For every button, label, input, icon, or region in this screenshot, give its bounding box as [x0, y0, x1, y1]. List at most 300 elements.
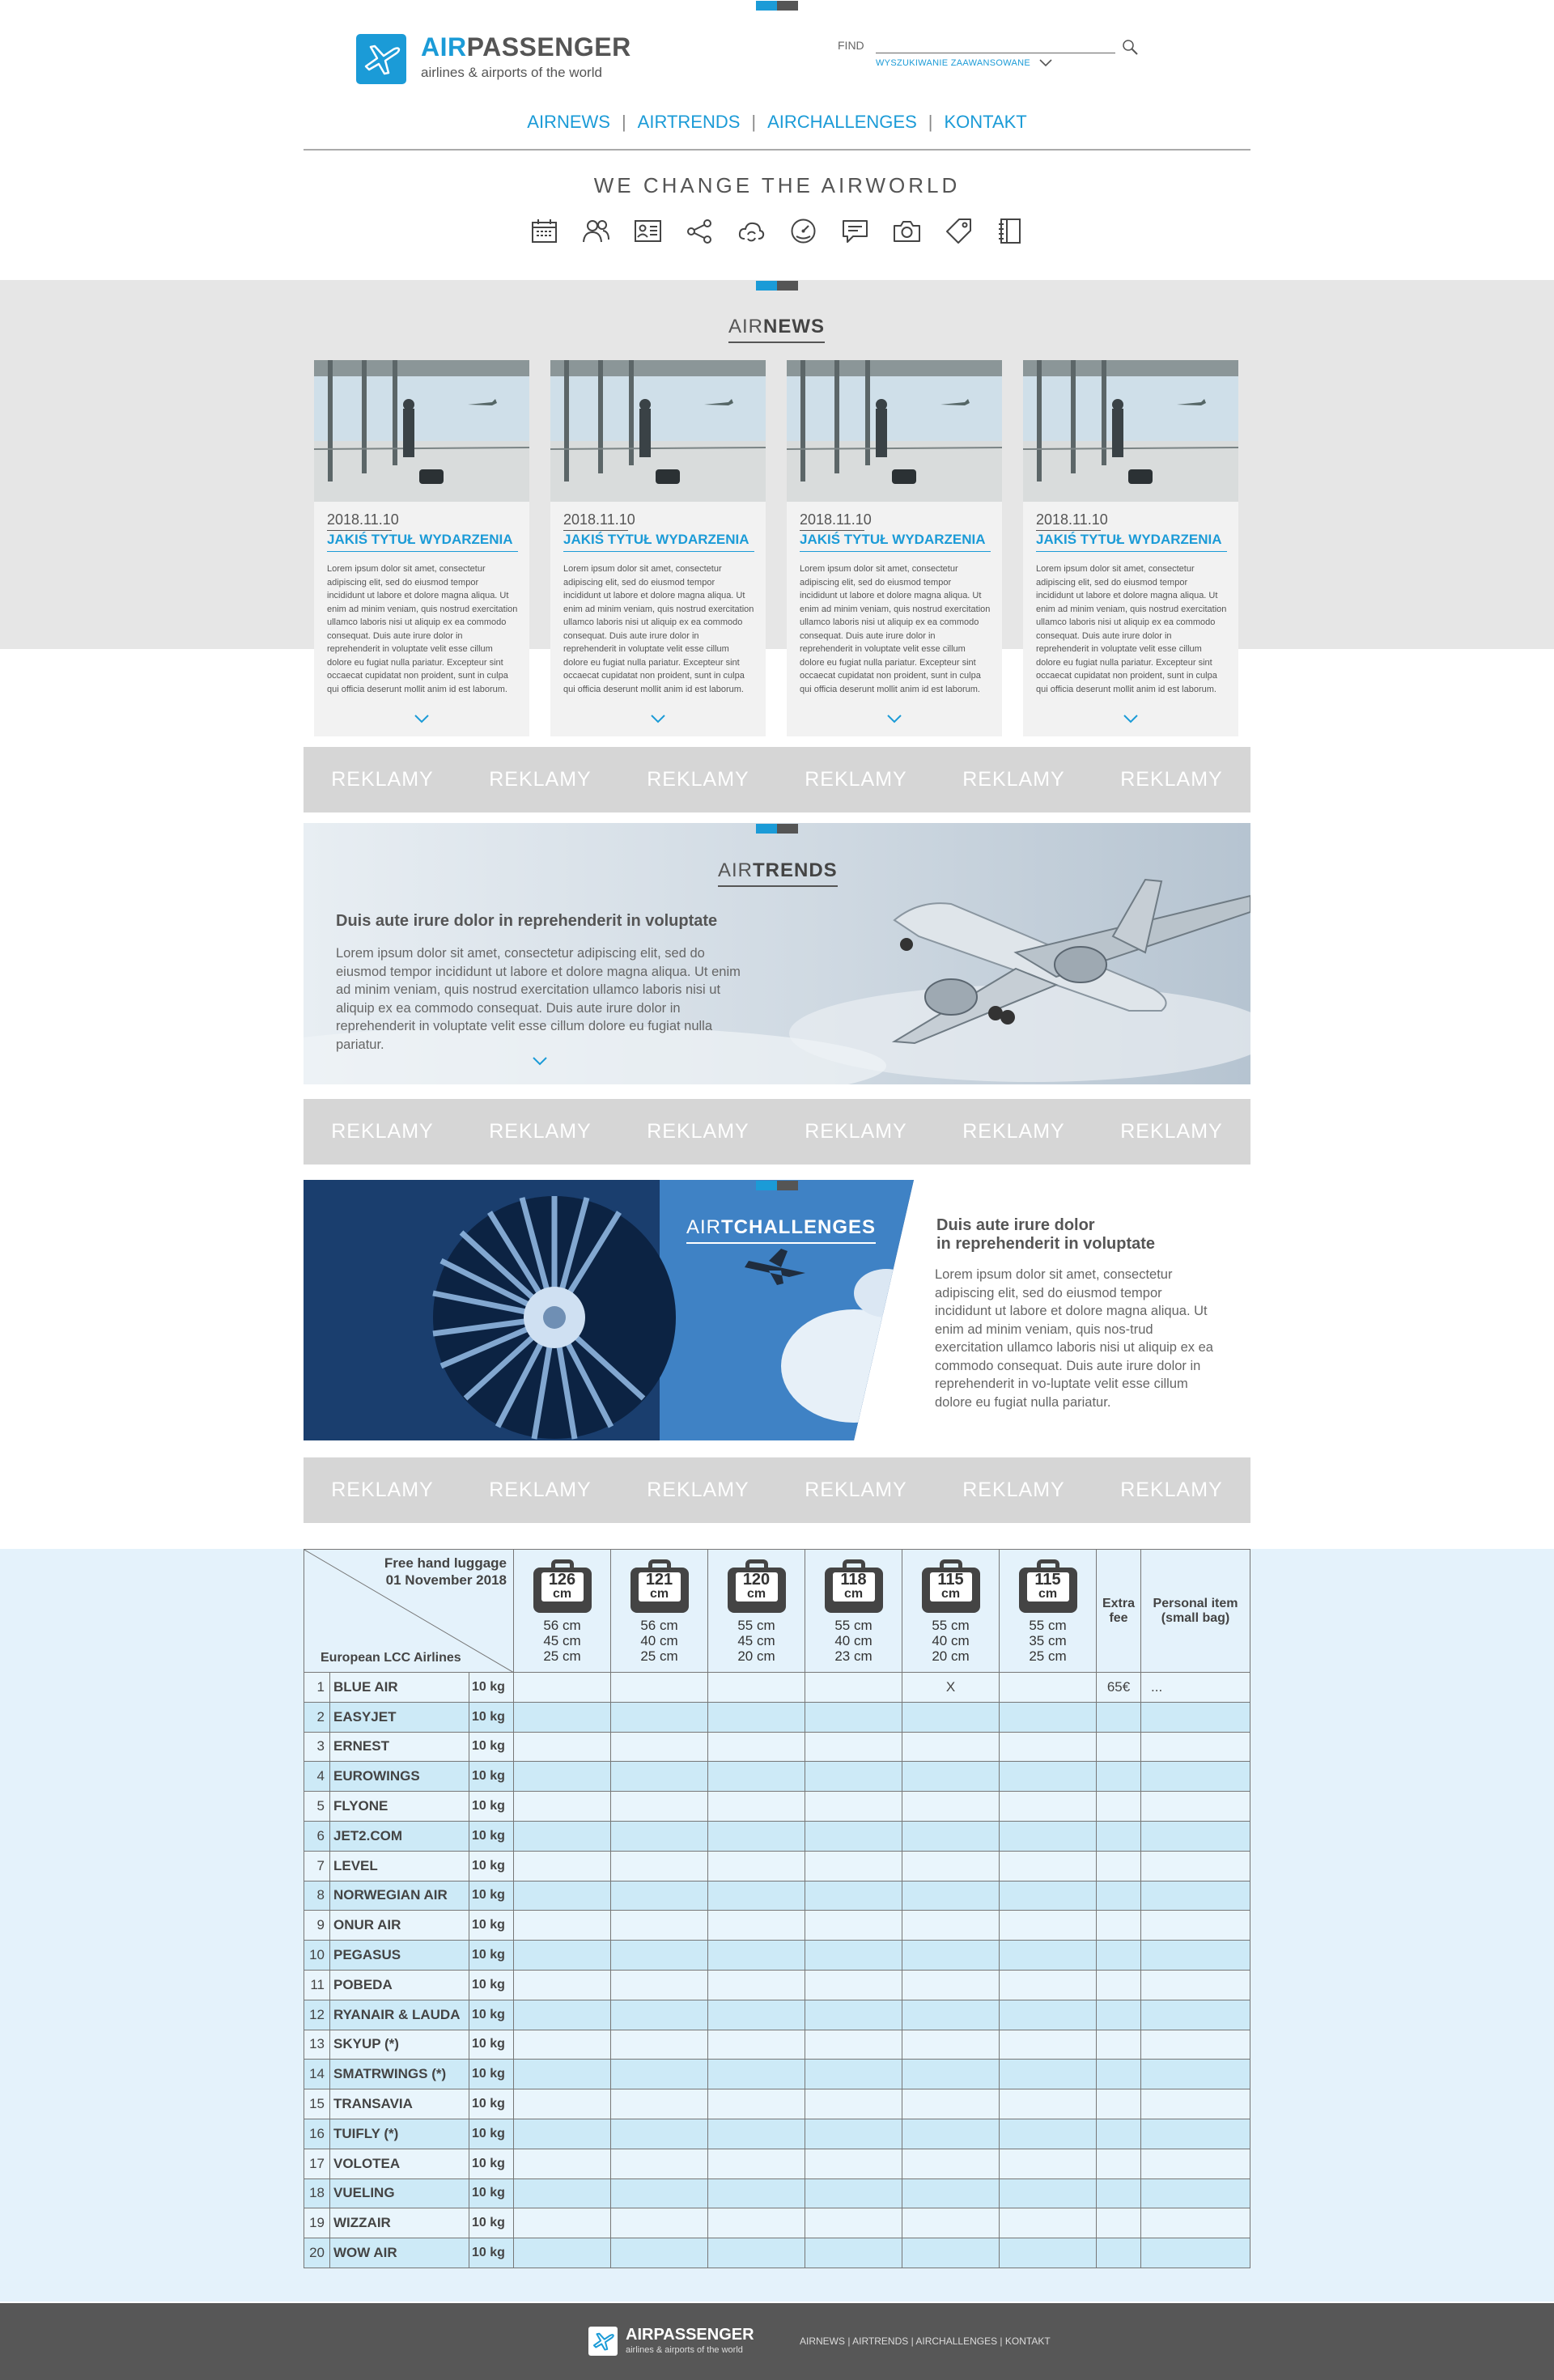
size-compliance-cell — [708, 2149, 805, 2178]
size-compliance-cell — [1000, 2089, 1097, 2119]
personal-item-cell — [1141, 1881, 1250, 1911]
nav-airnews[interactable]: AIRNEWS — [527, 112, 610, 132]
size-compliance-cell — [902, 2000, 1000, 2030]
table-row — [304, 1732, 1250, 1762]
size-compliance-cell — [902, 1970, 1000, 2000]
row-number: 15 — [304, 2089, 330, 2119]
size-compliance-cell — [611, 2060, 708, 2089]
row-number: 18 — [304, 2178, 330, 2208]
size-compliance-cell — [708, 2030, 805, 2060]
footer-nav-airchallenges[interactable]: AIRCHALLENGES — [915, 2335, 998, 2347]
size-compliance-cell — [1000, 2030, 1097, 2060]
bag-size-header: 120 cm 55 cm 45 cm 20 cm — [708, 1550, 805, 1673]
size-compliance-cell — [708, 1792, 805, 1822]
chevron-down-icon[interactable] — [650, 713, 666, 724]
weight-limit: 10 kg — [469, 2178, 514, 2208]
logo-plane-icon[interactable] — [356, 34, 406, 84]
size-compliance-cell — [611, 2119, 708, 2149]
size-compliance-cell — [611, 2030, 708, 2060]
news-excerpt: Lorem ipsum dolor sit amet, consectetur adipiscing elit, sed do eiusmod tempor incididunt ut labore et dolore magna aliqua. Ut enim ad minim veniam, quis nostrud exercitation ullamco laboris nisi ut aliquip ex ea commodo consequat. Duis aute irure dolor in reprehenderit in voluptate velit esse cillum dolore eu fugiat nulla pariatur. Excepteur sint occaecat cupidatat non proident, sunt in culpa qui officia deserunt mollit anim id est laborum. — [800, 564, 991, 694]
ad-slot[interactable]: REKLAMY — [805, 1478, 907, 1501]
weight-limit: 10 kg — [469, 2030, 514, 2060]
size-compliance-cell — [611, 1911, 708, 1941]
row-number: 1 — [304, 1673, 330, 1703]
ad-slot[interactable]: REKLAMY — [489, 1120, 592, 1143]
personal-item-cell — [1141, 1702, 1250, 1732]
ad-slot[interactable]: REKLAMY — [647, 768, 749, 791]
size-compliance-cell — [1000, 1732, 1097, 1762]
size-compliance-cell — [902, 2060, 1000, 2089]
size-compliance-cell — [1000, 2119, 1097, 2149]
footer-logo-wordmark[interactable]: AIRPASSENGER — [626, 2326, 754, 2344]
size-compliance-cell — [514, 2149, 611, 2178]
size-compliance-cell — [514, 1851, 611, 1881]
section-tab-marker — [756, 0, 798, 10]
size-compliance-cell — [514, 1821, 611, 1851]
size-compliance-cell — [902, 2238, 1000, 2268]
nav-separator: | — [751, 112, 757, 132]
size-compliance-cell — [1000, 2178, 1097, 2208]
table-row — [304, 1673, 1250, 1703]
nav-airtrends[interactable]: AIRTRENDS — [637, 112, 741, 132]
row-number: 11 — [304, 1970, 330, 2000]
chevron-down-icon[interactable] — [414, 713, 430, 724]
size-compliance-cell — [708, 2178, 805, 2208]
cloud-sync-icon[interactable] — [737, 217, 766, 245]
users-icon[interactable] — [582, 217, 610, 245]
row-number: 19 — [304, 2208, 330, 2238]
row-number: 20 — [304, 2238, 330, 2268]
extra-fee-cell — [1097, 1762, 1141, 1792]
airtrends-title: AIRTRENDS — [718, 859, 838, 882]
table-row — [304, 1881, 1250, 1911]
personal-item-cell: ... — [1141, 1673, 1250, 1703]
ad-slot[interactable]: REKLAMY — [1120, 1120, 1223, 1143]
news-card[interactable] — [314, 360, 529, 736]
ad-slot[interactable]: REKLAMY — [962, 768, 1065, 791]
size-compliance-cell — [1000, 1702, 1097, 1732]
size-compliance-cell — [514, 2089, 611, 2119]
size-compliance-cell — [805, 1821, 902, 1851]
extra-fee-cell: 65€ — [1097, 1673, 1141, 1703]
chevron-down-icon[interactable] — [886, 713, 902, 724]
bag-size-header: 121 cm 56 cm 40 cm 25 cm — [611, 1550, 708, 1673]
size-compliance-cell — [805, 2000, 902, 2030]
ads-banner[interactable] — [304, 1457, 1250, 1523]
suitcase-icon: 120 cm — [728, 1559, 786, 1611]
news-title[interactable]: JAKIŚ TYTUŁ WYDARZENIA — [1036, 532, 1222, 547]
size-compliance-cell — [805, 1881, 902, 1911]
row-number: 2 — [304, 1702, 330, 1732]
search-input[interactable] — [876, 39, 1115, 53]
footer-logo-plane-icon[interactable] — [588, 2327, 618, 2356]
size-compliance-cell — [708, 1673, 805, 1703]
table-row — [304, 1762, 1250, 1792]
size-compliance-cell — [611, 1673, 708, 1703]
airline-name: TRANSAVIA — [330, 2089, 469, 2119]
size-compliance-cell — [611, 1762, 708, 1792]
size-compliance-cell — [514, 2030, 611, 2060]
footer-nav-airtrends[interactable]: AIRTRENDS — [852, 2335, 909, 2347]
footer-nav: AIRNEWS | AIRTRENDS | AIRCHALLENGES | KONTAKT — [800, 2335, 1051, 2347]
news-date: 2018.11.10 — [800, 511, 872, 528]
ad-slot[interactable]: REKLAMY — [1120, 768, 1223, 791]
size-compliance-cell — [902, 1702, 1000, 1732]
size-compliance-cell — [514, 1673, 611, 1703]
news-date: 2018.11.10 — [1036, 511, 1108, 528]
calendar-icon[interactable] — [530, 217, 558, 245]
footer — [0, 2303, 1554, 2380]
personal-item-header: Personal item (small bag) — [1141, 1550, 1250, 1673]
personal-item-cell — [1141, 2208, 1250, 2238]
size-compliance-cell — [708, 2208, 805, 2238]
airchallenges-heading[interactable]: Duis aute irure dolor in reprehenderit in voluptate — [936, 1216, 1156, 1253]
row-number: 16 — [304, 2119, 330, 2149]
size-compliance-cell — [1000, 1762, 1097, 1792]
weight-limit: 10 kg — [469, 1792, 514, 1822]
size-compliance-cell — [611, 1702, 708, 1732]
extra-fee-cell — [1097, 1911, 1141, 1941]
airline-name: PEGASUS — [330, 1941, 469, 1971]
suitcase-icon: 118 cm — [825, 1559, 883, 1611]
news-excerpt: Lorem ipsum dolor sit amet, consectetur adipiscing elit, sed do eiusmod tempor incididunt ut labore et dolore magna aliqua. Ut enim ad minim veniam, quis nostrud exercitation ullamco laboris nisi ut aliquip ex ea commodo consequat. Duis aute irure dolor in reprehenderit in voluptate velit esse cillum dolore eu fugiat nulla pariatur. Excepteur sint occaecat cupidatat non proident, sunt in culpa qui officia deserunt mollit anim id est laborum. — [563, 564, 754, 694]
extra-fee-cell — [1097, 1702, 1141, 1732]
table-row — [304, 1941, 1250, 1971]
advanced-search-link[interactable]: WYSZUKIWANIE ZAAWANSOWANE — [876, 58, 1052, 68]
table-row — [304, 2030, 1250, 2060]
share-icon[interactable] — [686, 217, 714, 245]
personal-item-cell — [1141, 1941, 1250, 1971]
category-icons-row — [0, 217, 1554, 245]
size-compliance-cell — [805, 2089, 902, 2119]
airline-name: RYANAIR & LAUDA — [330, 2000, 469, 2030]
size-compliance-cell: X — [902, 1673, 1000, 1703]
weight-limit: 10 kg — [469, 2238, 514, 2268]
table-row — [304, 2119, 1250, 2149]
weight-limit: 10 kg — [469, 1970, 514, 2000]
news-title[interactable]: JAKIŚ TYTUŁ WYDARZENIA — [563, 532, 749, 547]
extra-fee-cell — [1097, 2149, 1141, 2178]
weight-limit: 10 kg — [469, 1821, 514, 1851]
size-compliance-cell — [611, 2238, 708, 2268]
extra-fee-cell — [1097, 1941, 1141, 1971]
news-date: 2018.11.10 — [327, 511, 399, 528]
airline-name: VOLOTEA — [330, 2149, 469, 2178]
table-row — [304, 2089, 1250, 2119]
size-compliance-cell — [805, 2060, 902, 2089]
size-compliance-cell — [611, 1851, 708, 1881]
news-card-image — [314, 360, 529, 502]
airtrends-text: Lorem ipsum dolor sit amet, consectetur adipiscing elit, sed do eiusmod tempor incididunt ut labore et dolore magna aliqua. Ut enim ad minim veniam, quis nostrud exercitation ullamco laboris nisi ut aliquip ex ea commodo consequat. Duis aute irure dolor in reprehenderit in voluptate velit esse cillum dolore eu fugiat nulla pariatur. — [336, 946, 741, 1052]
footer-logo-tagline: airlines & airports of the world — [626, 2345, 743, 2355]
size-compliance-cell — [708, 1941, 805, 1971]
news-card-image — [787, 360, 1002, 502]
chevron-down-icon — [1039, 59, 1052, 67]
airline-name: JET2.COM — [330, 1821, 469, 1851]
personal-item-cell — [1141, 1732, 1250, 1762]
ad-slot[interactable]: REKLAMY — [805, 1120, 907, 1143]
ad-slot[interactable]: REKLAMY — [331, 1478, 434, 1501]
weight-limit: 10 kg — [469, 1911, 514, 1941]
ad-slot[interactable]: REKLAMY — [489, 768, 592, 791]
ad-slot[interactable]: REKLAMY — [1120, 1478, 1223, 1501]
size-compliance-cell — [805, 2238, 902, 2268]
size-compliance-cell — [1000, 1851, 1097, 1881]
extra-fee-cell — [1097, 1821, 1141, 1851]
size-compliance-cell — [514, 2178, 611, 2208]
extra-fee-cell — [1097, 2060, 1141, 2089]
size-compliance-cell — [1000, 1792, 1097, 1822]
size-compliance-cell — [805, 1851, 902, 1881]
profile-card-icon[interactable] — [634, 217, 662, 245]
table-row — [304, 1911, 1250, 1941]
size-compliance-cell — [708, 1970, 805, 2000]
chevron-down-icon[interactable] — [1123, 713, 1139, 724]
header-divider — [304, 149, 1250, 151]
airline-name: TUIFLY (*) — [330, 2119, 469, 2149]
personal-item-cell — [1141, 2149, 1250, 2178]
size-compliance-cell — [708, 2119, 805, 2149]
size-compliance-cell — [611, 2208, 708, 2238]
row-number: 4 — [304, 1762, 330, 1792]
size-compliance-cell — [805, 1970, 902, 2000]
weight-limit: 10 kg — [469, 1762, 514, 1792]
size-compliance-cell — [708, 1762, 805, 1792]
ads-banner[interactable] — [304, 1099, 1250, 1165]
extra-fee-cell — [1097, 2238, 1141, 2268]
size-compliance-cell — [902, 1762, 1000, 1792]
logo-wordmark[interactable]: AIRPASSENGER — [421, 32, 631, 62]
size-compliance-cell — [514, 2208, 611, 2238]
table-row — [304, 1792, 1250, 1822]
news-date: 2018.11.10 — [563, 511, 635, 528]
size-compliance-cell — [611, 1821, 708, 1851]
extra-fee-cell — [1097, 1851, 1141, 1881]
personal-item-cell — [1141, 1911, 1250, 1941]
extra-fee-cell — [1097, 1970, 1141, 2000]
size-compliance-cell — [708, 1821, 805, 1851]
weight-limit: 10 kg — [469, 1941, 514, 1971]
bag-size-header: 126 cm 56 cm 45 cm 25 cm — [514, 1550, 611, 1673]
size-compliance-cell — [611, 2178, 708, 2208]
size-compliance-cell — [514, 1970, 611, 2000]
airline-name: WIZZAIR — [330, 2208, 469, 2238]
ad-slot[interactable]: REKLAMY — [331, 768, 434, 791]
airline-name: WOW AIR — [330, 2238, 469, 2268]
footer-nav-kontakt[interactable]: KONTAKT — [1004, 2335, 1051, 2347]
news-card[interactable] — [787, 360, 1002, 736]
personal-item-cell — [1141, 2000, 1250, 2030]
personal-item-cell — [1141, 2089, 1250, 2119]
size-compliance-cell — [611, 1732, 708, 1762]
row-number: 6 — [304, 1821, 330, 1851]
size-compliance-cell — [611, 2149, 708, 2178]
row-number: 12 — [304, 2000, 330, 2030]
size-compliance-cell — [514, 2060, 611, 2089]
table-corner-header — [304, 1550, 514, 1673]
ad-slot[interactable]: REKLAMY — [489, 1478, 592, 1501]
section-tab-marker — [756, 1180, 798, 1190]
row-number: 14 — [304, 2060, 330, 2089]
size-compliance-cell — [611, 2089, 708, 2119]
news-card-image — [550, 360, 766, 502]
extra-fee-cell — [1097, 2030, 1141, 2060]
ads-banner[interactable] — [304, 747, 1250, 812]
size-compliance-cell — [611, 1881, 708, 1911]
ad-slot[interactable]: REKLAMY — [647, 1120, 749, 1143]
size-compliance-cell — [514, 1911, 611, 1941]
table-row — [304, 1970, 1250, 2000]
personal-item-cell — [1141, 2060, 1250, 2089]
airline-name: FLYONE — [330, 1792, 469, 1822]
news-card[interactable] — [1023, 360, 1238, 736]
size-compliance-cell — [805, 1792, 902, 1822]
size-compliance-cell — [902, 2208, 1000, 2238]
weight-limit: 10 kg — [469, 2119, 514, 2149]
size-compliance-cell — [902, 2089, 1000, 2119]
weight-limit: 10 kg — [469, 1851, 514, 1881]
gauge-icon[interactable] — [789, 217, 817, 245]
table-row — [304, 2060, 1250, 2089]
table-row — [304, 1851, 1250, 1881]
airchallenges-title: AIRTCHALLENGES — [686, 1216, 876, 1239]
news-excerpt: Lorem ipsum dolor sit amet, consectetur adipiscing elit, sed do eiusmod tempor incididunt ut labore et dolore magna aliqua. Ut enim ad minim veniam, quis nostrud exercitation ullamco laboris nisi ut aliquip ex ea commodo consequat. Duis aute irure dolor in reprehenderit in voluptate velit esse cillum dolore eu fugiat nulla pariatur. Excepteur sint occaecat cupidatat non proident, sunt in culpa qui officia deserunt mollit anim id est laborum. — [327, 564, 518, 694]
size-compliance-cell — [514, 1732, 611, 1762]
size-compliance-cell — [1000, 2238, 1097, 2268]
airtrends-heading[interactable]: Duis aute irure dolor in reprehenderit in voluptate — [336, 912, 718, 930]
search-icon[interactable] — [1122, 39, 1140, 57]
table-caption-airlines: European LCC Airlines — [321, 1651, 461, 1665]
section-tab-marker — [756, 280, 798, 290]
size-compliance-cell — [902, 1792, 1000, 1822]
tag-icon[interactable] — [945, 217, 973, 245]
bag-size-header: 115 cm 55 cm 35 cm 25 cm — [1000, 1550, 1097, 1673]
airline-name: EASYJET — [330, 1702, 469, 1732]
size-compliance-cell — [708, 1911, 805, 1941]
size-compliance-cell — [805, 1702, 902, 1732]
weight-limit: 10 kg — [469, 1732, 514, 1762]
size-compliance-cell — [902, 2178, 1000, 2208]
airline-name: ERNEST — [330, 1732, 469, 1762]
size-compliance-cell — [805, 2149, 902, 2178]
row-number: 3 — [304, 1732, 330, 1762]
airline-name: ONUR AIR — [330, 1911, 469, 1941]
weight-limit: 10 kg — [469, 2089, 514, 2119]
size-compliance-cell — [902, 2030, 1000, 2060]
size-compliance-cell — [708, 2238, 805, 2268]
extra-fee-cell — [1097, 2178, 1141, 2208]
ad-slot[interactable]: REKLAMY — [331, 1120, 434, 1143]
chat-icon[interactable] — [841, 217, 869, 245]
size-compliance-cell — [1000, 2000, 1097, 2030]
size-compliance-cell — [1000, 1673, 1097, 1703]
suitcase-icon: 121 cm — [631, 1559, 689, 1611]
news-card-image — [1023, 360, 1238, 502]
weight-limit: 10 kg — [469, 2149, 514, 2178]
weight-limit: 10 kg — [469, 1881, 514, 1911]
size-compliance-cell — [805, 2208, 902, 2238]
row-number: 7 — [304, 1851, 330, 1881]
table-row — [304, 2000, 1250, 2030]
personal-item-cell — [1141, 2178, 1250, 2208]
logo-tagline: airlines & airports of the world — [421, 65, 602, 80]
size-compliance-cell — [902, 1911, 1000, 1941]
notebook-icon[interactable] — [996, 217, 1025, 245]
luggage-table-body — [304, 1673, 1250, 2268]
size-compliance-cell — [514, 1792, 611, 1822]
size-compliance-cell — [805, 1673, 902, 1703]
ad-slot[interactable]: REKLAMY — [805, 768, 907, 791]
news-title[interactable]: JAKIŚ TYTUŁ WYDARZENIA — [800, 532, 986, 547]
personal-item-cell — [1141, 1970, 1250, 2000]
personal-item-cell — [1141, 1821, 1250, 1851]
size-compliance-cell — [708, 1732, 805, 1762]
suitcase-icon: 115 cm — [922, 1559, 980, 1611]
size-compliance-cell — [514, 2119, 611, 2149]
news-card[interactable] — [550, 360, 766, 736]
footer-nav-airnews[interactable]: AIRNEWS — [800, 2335, 846, 2347]
chevron-down-icon[interactable] — [532, 1055, 548, 1067]
extra-fee-cell — [1097, 1732, 1141, 1762]
airtrends-section — [304, 823, 1250, 1084]
table-row — [304, 2178, 1250, 2208]
row-number: 9 — [304, 1911, 330, 1941]
size-compliance-cell — [805, 2119, 902, 2149]
ad-slot[interactable]: REKLAMY — [962, 1120, 1065, 1143]
size-compliance-cell — [514, 2238, 611, 2268]
row-number: 17 — [304, 2149, 330, 2178]
weight-limit: 10 kg — [469, 2060, 514, 2089]
size-compliance-cell — [805, 1911, 902, 1941]
airline-name: EUROWINGS — [330, 1762, 469, 1792]
personal-item-cell — [1141, 1792, 1250, 1822]
size-compliance-cell — [1000, 1911, 1097, 1941]
size-compliance-cell — [611, 1792, 708, 1822]
size-compliance-cell — [902, 1821, 1000, 1851]
size-compliance-cell — [611, 1941, 708, 1971]
news-title[interactable]: JAKIŚ TYTUŁ WYDARZENIA — [327, 532, 513, 547]
size-compliance-cell — [611, 1970, 708, 2000]
ad-slot[interactable]: REKLAMY — [647, 1478, 749, 1501]
table-row — [304, 2208, 1250, 2238]
airline-name: POBEDA — [330, 1970, 469, 2000]
airline-name: SKYUP (*) — [330, 2030, 469, 2060]
extra-fee-header: Extra fee — [1097, 1550, 1141, 1673]
nav-kontakt[interactable]: KONTAKT — [944, 112, 1027, 132]
personal-item-cell — [1141, 1851, 1250, 1881]
size-compliance-cell — [1000, 1941, 1097, 1971]
slogan: WE CHANGE THE AIRWORLD — [593, 173, 961, 197]
luggage-table — [304, 1549, 1250, 2268]
camera-icon[interactable] — [893, 217, 921, 245]
airchallenges-text: Lorem ipsum dolor sit amet, consectetur adipiscing elit, sed do eiusmod tempor incididunt ut labore et dolore magna aliqua. Ut enim ad minim veniam, quis nos-trud exercitation ullamco laboris nisi ut aliquip ex ea commodo consequat. Duis aute irure dolor in reprehenderit in vo-luptate velit esse cillum dolore eu fugiat nulla pariatur. — [935, 1267, 1213, 1410]
size-compliance-cell — [708, 1851, 805, 1881]
size-compliance-cell — [514, 2000, 611, 2030]
size-compliance-cell — [1000, 2060, 1097, 2089]
main-nav — [0, 112, 1554, 133]
table-row — [304, 2238, 1250, 2268]
ad-slot[interactable]: REKLAMY — [962, 1478, 1065, 1501]
size-compliance-cell — [805, 1762, 902, 1792]
size-compliance-cell — [514, 1702, 611, 1732]
nav-separator: | — [621, 112, 626, 132]
nav-airchallenges[interactable]: AIRCHALLENGES — [767, 112, 917, 132]
table-row — [304, 1821, 1250, 1851]
row-number: 5 — [304, 1792, 330, 1822]
size-compliance-cell — [1000, 2208, 1097, 2238]
table-caption-date: 01 November 2018 — [385, 1572, 507, 1588]
table-caption-title: Free hand luggage — [384, 1555, 507, 1571]
